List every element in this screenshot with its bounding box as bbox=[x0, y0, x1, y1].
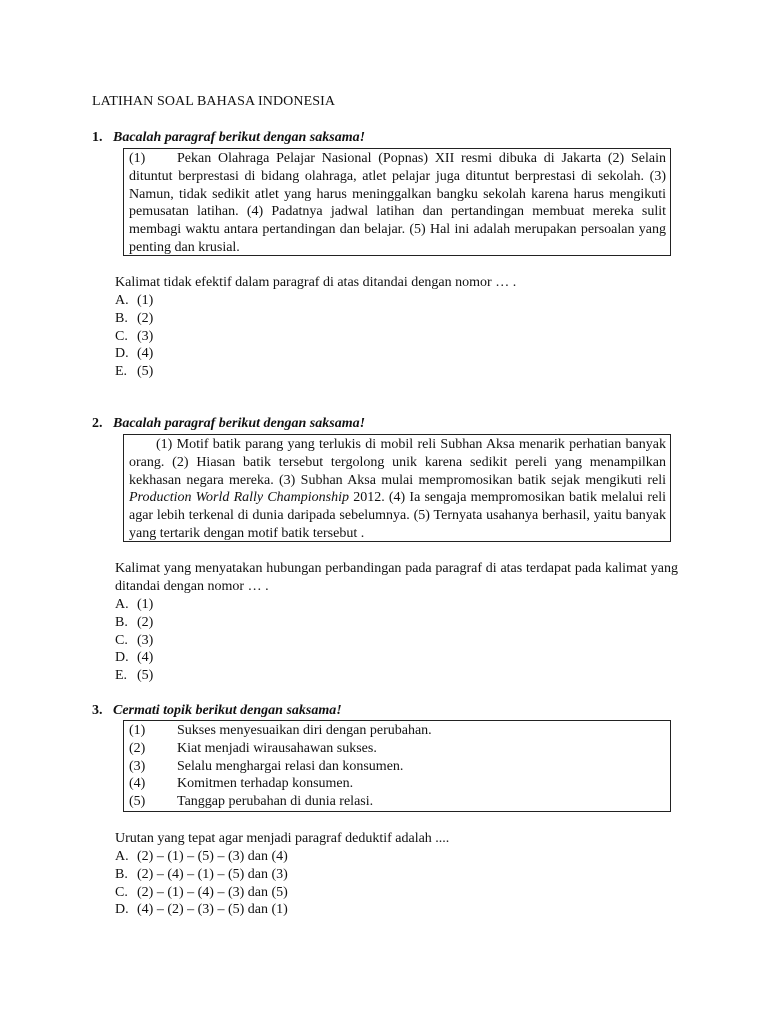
question-instruction: Bacalah paragraf berikut dengan saksama! bbox=[113, 130, 366, 145]
question-number: 1. bbox=[92, 130, 103, 145]
topic-item: (1) Sukses menyesuaikan diri dengan perubahan. bbox=[129, 723, 432, 738]
question-3 bbox=[92, 703, 682, 721]
question-stem-1: Kalimat tidak efektif dalam paragraf di atas ditandai dengan nomor … . bbox=[115, 275, 517, 290]
question-instruction: Cermati topik berikut dengan saksama! bbox=[113, 703, 342, 718]
question-stem-2: Kalimat yang menyatakan hubungan perbandingan pada paragraf di atas terdapat pada kalimat yang ditandai dengan nomor … . bbox=[115, 561, 678, 594]
option-b[interactable]: B. (2) – (4) – (1) – (5) dan (3) bbox=[115, 866, 288, 882]
option-a[interactable]: A. (1) bbox=[115, 597, 154, 612]
document-title: LATIHAN SOAL BAHASA INDONESIA bbox=[92, 94, 336, 109]
option-d[interactable]: D. (4) – (2) – (3) – (5) dan (1) bbox=[115, 902, 288, 918]
option-d[interactable]: D. (4) bbox=[115, 650, 154, 666]
option-c[interactable]: C. (3) bbox=[115, 632, 154, 648]
passage-box-1 bbox=[123, 148, 671, 256]
option-c[interactable]: C. (3) bbox=[115, 328, 154, 344]
passage-label: (1) bbox=[129, 151, 146, 166]
topic-item: (2) Kiat menjadi wirausahawan sukses. bbox=[129, 740, 377, 756]
option-b[interactable]: B. (2) bbox=[115, 310, 154, 326]
passage-italic-text: Production World Rally Championship bbox=[129, 490, 349, 506]
question-2 bbox=[92, 416, 682, 434]
options-1 bbox=[115, 292, 153, 381]
option-a[interactable]: A. (2) – (1) – (5) – (3) dan (4) bbox=[115, 849, 288, 864]
topic-box-3 bbox=[123, 720, 671, 812]
options-2 bbox=[115, 596, 153, 685]
passage-text-continued: 2012. (4) Ia sengaja mempromosikan batik melalui reli agar lebih terkenal di dunia daripada sebelumnya. (5) Ternyata usahanya berhasil, yaitu banyak yang tertarik dengan motif batik tersebut . bbox=[129, 490, 666, 541]
option-e[interactable]: E. (5) bbox=[115, 364, 154, 380]
option-e[interactable]: E. (5) bbox=[115, 668, 154, 684]
passage-text: (1) Motif batik parang yang terlukis di mobil reli Subhan Aksa menarik perhatian banyak orang. (2) Hiasan batik tersebut tergolong unik karena sedikit pereli yang menampilkan kekhasan negara mereka. (3) Subhan Aksa mulai mempromosikan batik sejak mengikuti reli bbox=[129, 437, 666, 488]
option-a[interactable]: A. (1) bbox=[115, 293, 154, 308]
question-number: 3. bbox=[92, 703, 103, 718]
option-b[interactable]: B. (2) bbox=[115, 614, 154, 630]
question-number: 2. bbox=[92, 416, 103, 431]
passage-box-2 bbox=[123, 434, 671, 542]
topic-item: (4) Komitmen terhadap konsumen. bbox=[129, 776, 354, 792]
topic-item: (3) Selalu menghargai relasi dan konsumen. bbox=[129, 758, 404, 774]
topic-item: (5) Tanggap perubahan di dunia relasi. bbox=[129, 794, 374, 810]
question-instruction: Bacalah paragraf berikut dengan saksama! bbox=[113, 416, 366, 431]
passage-text: Pekan Olahraga Pelajar Nasional (Popnas) XII resmi dibuka di Jakarta (2) Selain dituntut berprestasi di bidang olahraga, atlet pelajar juga dituntut berprestasi di sekolah. (3) Namun, tidak sedikit atlet yang harus meninggalkan bangku sekolah karena harus mengikuti pemusatan latihan. (4) Padatnya jadwal latihan dan pertandingan membuat mereka sulit membagi waktu antara pertandingan dan belajar. (5) Hal ini adalah merupakan persoalan yang penting dan krusial. bbox=[129, 151, 666, 255]
question-stem-3: Urutan yang tepat agar menjadi paragraf deduktif adalah .... bbox=[115, 831, 450, 846]
options-3 bbox=[115, 848, 288, 919]
option-c[interactable]: C. (2) – (1) – (4) – (3) dan (5) bbox=[115, 884, 288, 900]
question-1 bbox=[92, 130, 682, 148]
option-d[interactable]: D. (4) bbox=[115, 346, 154, 362]
